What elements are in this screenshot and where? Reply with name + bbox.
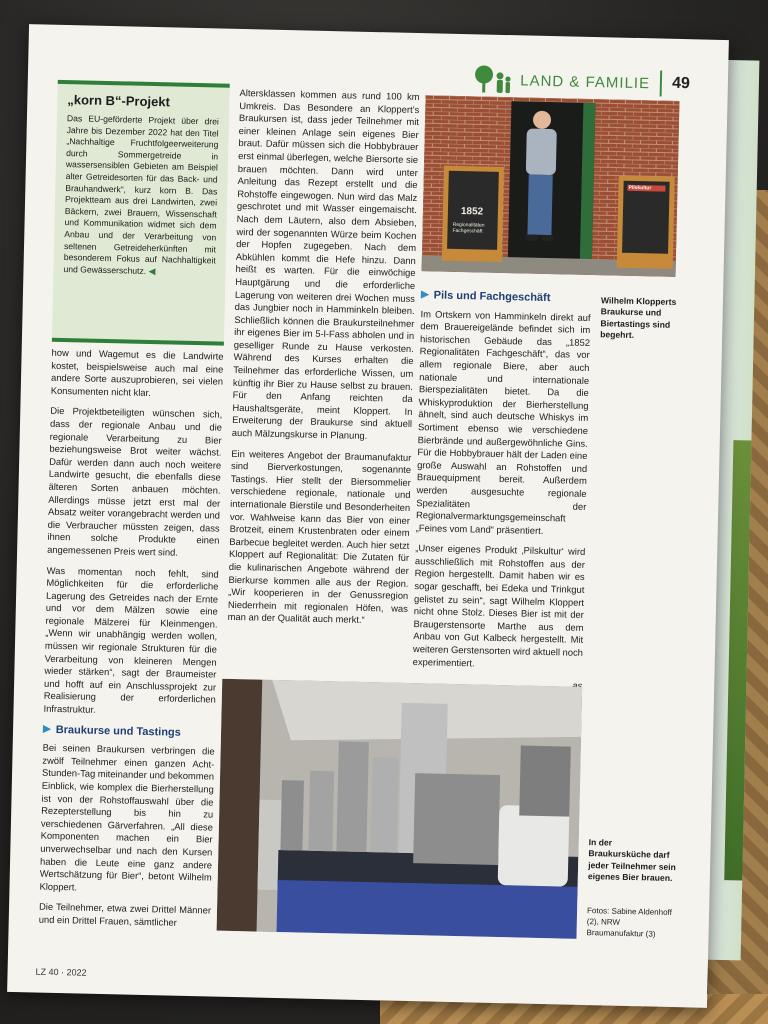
caption-top: Wilhelm Klopperts Braukurse und Biertastings sind begehrt. xyxy=(600,295,677,341)
col1-paragraph-1: how und Wagemut es die Landwirte kostet, beispielsweise auch mal eine andere Sorte auszuprobieren, sei vielen Konsumenten nicht klar. xyxy=(50,346,224,398)
sign-logo: 1852 xyxy=(460,206,484,218)
col1-paragraph-3: Was momentan noch fehlt, sind Möglichkeiten für die erforderliche Lagerung des Getreides nach der Ernte und vor dem Mälzen sowie eine regionale Mälzerei für Kleinmengen. „Wenn wir unabhängig werden wollen, müssen wir regionale Strukturen für die Verarbeitung von kleineren Mengen wieder stärken“, sagt der Braumeister und hofft auf ein Anschlussprojekt zur Realisierung der erforderlichen Infrastruktur. xyxy=(43,564,219,715)
infobox-title: „korn B“-Projekt xyxy=(67,92,171,110)
column-1 xyxy=(38,347,223,938)
col1-paragraph-5: Die Teilnehmer, etwa zwei Drittel Männer und ein Drittel Frauen, sämtlicher xyxy=(38,900,212,928)
subhead-pils xyxy=(421,289,591,305)
column-2 xyxy=(227,87,419,636)
column-3 xyxy=(412,283,591,701)
magazine-page xyxy=(7,24,729,1008)
col3-paragraph-2: „Unser eigenes Produkt ‚Pilskultur‘ wird ausschließlich mit Rohstoffen aus der Region hergestellt. Damit haben wir es sogar geschafft, bei Edeka und Trinkgut gelistet zu sein“, sagt Wilhelm Kloppert nicht ohne Stolz. Dieses Bier ist mit der Braugerstensorte Marthe aus dem Anbau von Gut Kalbeck hergestellt. Mit weiteren Gerstensorten wird aktuell noch experimentiert. xyxy=(412,542,586,669)
page-header xyxy=(472,62,690,101)
col2-paragraph-1: Altersklassen kommen aus rund 100 km Umkreis. Das Besondere an Kloppert’s Braukursen ist, dass jeder Teilnehmer mit einer kleinen Anlage sein eigenes Bier braut. Dafür müssen sich die Hobbybrauer erst einmal überlegen, welche Biersorte sie brauen möchten. Dann wird unter Anleitung das Rezept erstellt und die Rohstoffe eingewogen. Nun wird das Malz geschrotet und mit Wasser eingemaischt. Nach dem Läutern, also dem Absieben, wird der sogenannten Würze beim Kochen der Hopfen zugegeben. Nach dem Abkühlen kommt die Hefe hinzu. Dann heißt es warten. Für die einwöchige Hauptgärung und die erforderliche Lagerung von weiteren drei Wochen muss das Jungbier noch in Hamminkeln bleiben. Schließlich können die Braukursteilnehmer ihr eigenes Bier im 5-l-Fass abholen und in geselliger Runde zu Hause verkosten. Während des Kurses erhalten die Teilnehmer das erforderliche Wissen, um künftig ihr Bier zu Hause selbst zu brauen. Für den Anfang reichten da Haushaltsgeräte, meint Kloppert. In Erweiterung der Braukurse sind aktuell auch Mälzungskurse in Planung. xyxy=(231,86,420,441)
col1-paragraph-4: Bei seinen Braukursen verbringen die zwölf Teilnehmer einen ganzen Acht-Stunden-Tag miteinander und bekommen Einblick, wie komplex die Bierherstellung ist von der Rohstoffauswahl über die Rezepterstellung bis hin zu verschiedenen Gärverfahren. „All diese Komponenten machen ein Bier unverwechselbar und nach den Kursen haben die Leute eine ganz andere Wertschätzung für Bier“, betont Wilhelm Kloppert. xyxy=(39,741,215,893)
author-initials: as xyxy=(572,679,583,692)
end-arrow-icon: ◀ xyxy=(148,265,156,276)
triangle-icon: ▶ xyxy=(420,289,429,301)
subhead-braukurse-label: Braukurse und Tastings xyxy=(55,723,181,739)
subhead-braukurse xyxy=(43,723,215,739)
infobox-text xyxy=(63,113,219,279)
triangle-icon: ▶ xyxy=(42,723,51,735)
col3-paragraph-1: Im Ortskern von Hamminkeln direkt auf dem Brauereigelände befindet sich im historischen Gebäude das „1852 Regionalitäten Fachgeschäft“, das vor allem regionale Biere, aber auch nationale und internationale Bierspezialitäten bietet. Da die Whiskyproduktion der Bierherstellung ähnelt, sind auch deutsche Whiskys im Sortiment ebenso wie verschiedene Bierbrände und außergewöhnliche Gins. Für die Hobbybrauer hält der Laden eine große Auswahl an Rohstoffen und Brauequipment bereit. Außerdem werden ausgesuchte regionale Spezialitäten der Regionalvermarktungsgemeinschaft „Feines vom Land“ präsentiert. xyxy=(415,307,591,536)
section-label: LAND & FAMILIE xyxy=(520,71,651,92)
page-number: 49 xyxy=(671,74,691,93)
sign-header: Pilskultur xyxy=(628,184,652,192)
header-divider xyxy=(660,71,663,97)
col1-paragraph-2: Die Projektbeteiligten wünschen sich, dass der regionale Anbau und die regionale Verarbeitung zu Bier beziehungsweise Brot weiter wächst. Dafür werden dann auch noch weitere Landwirte gesucht, die ebenfalls diese älteren Sorten anbauen möchten. Allerdings müsse jetzt erst mal der Absatz weiter vorangebracht werden und die Verbraucher müssten zeigen, dass ihnen solche Produkte einen angemessenen Preis wert sind. xyxy=(47,405,223,558)
col2-paragraph-2: Ein weiteres Angebot der Braumanufaktur sind Bierverkostungen, sogenannte Tastings. Hier stellt der Biersommelier verschiedene regionale, nationale und internationale Bierstile und Besonderheiten vor. Wahlweise kann das Bier von einer Brotzeit, einem Krustenbraten oder einem Barbecue begleitet werden. Auch hier setzt Kloppert auf Regionalität: Die Zutaten für die kulinarischen Angebote während der Bierkurse kommen alle aus der Region. „Wir kooperieren in der Genussregion Niederrhein mit regionalen Höfen, was man an der Qualität auch merkt.“ xyxy=(227,447,412,626)
brewing-kitchen-photo xyxy=(217,679,583,939)
tree-family-icon xyxy=(472,64,515,95)
photo-credits: Fotos: Sabine Aldenhoff (2), NRW Braumanufaktur (3) xyxy=(586,906,672,939)
sign-subtitle: Regionalitäten Fachgeschäft xyxy=(452,221,485,235)
project-infobox xyxy=(52,80,230,346)
caption-bottom: In der Braukursküche darf jeder Teilnehmer sein eigenes Bier brauen. xyxy=(587,837,676,884)
brewing-kitchen-image xyxy=(217,679,583,939)
footer-issue: LZ 40 · 2022 xyxy=(35,966,87,978)
infobox-text-body: Das EU-geförderte Projekt über drei Jahre bis Dezember 2022 hat den Titel „Nachhaltige Fruchtfolgeerweiterung durch Sommergetreide in wassersensiblen Gebieten am Beispiel alter Getreidesorten für das Back- und Brauhandwerk“, kurz korn B. Das Projektteam aus drei Landwirten, zwei Bäckern, zwei Brauern, Wissenschaft und Kommunikation widmet sich dem Anbau und der Verarbeitung von seltenen Getreideherkünften mit besonderem Fokus auf Nachhaltigkeit und Gewässerschutz. xyxy=(63,113,220,276)
subhead-pils-label: Pils und Fachgeschäft xyxy=(433,289,551,305)
